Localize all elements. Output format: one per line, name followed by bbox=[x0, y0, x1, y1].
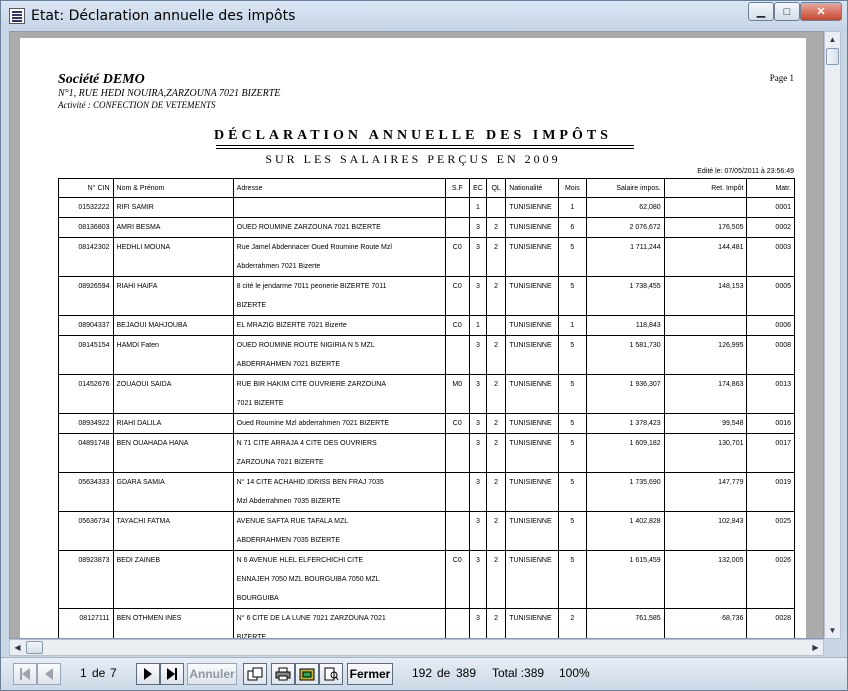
cell-nat: TUNISIENNE bbox=[506, 609, 558, 640]
cell-ret: 174,863 bbox=[664, 375, 747, 414]
first-page-button[interactable] bbox=[13, 663, 37, 685]
cell-nat: TUNISIENNE bbox=[506, 512, 558, 551]
table-row bbox=[59, 551, 795, 609]
cell-address bbox=[233, 277, 445, 316]
cell-matr: 0008 bbox=[747, 336, 795, 375]
cell-cin: 01532222 bbox=[59, 198, 114, 218]
cell-cin: 05634333 bbox=[59, 473, 114, 512]
cell-ec: 3 bbox=[469, 551, 486, 609]
cell-cin: 08923873 bbox=[59, 551, 114, 609]
cell-ec: 1 bbox=[469, 198, 486, 218]
cell-matr: 0006 bbox=[747, 316, 795, 336]
cell-salaire: 1 581,730 bbox=[586, 336, 664, 375]
address-line: BIZERTE bbox=[236, 302, 267, 309]
cell-nat: TUNISIENNE bbox=[506, 277, 558, 316]
last-page-icon bbox=[167, 668, 175, 680]
cell-name: BEN OTHMEN INES bbox=[113, 609, 233, 640]
cell-cin: 08904337 bbox=[59, 316, 114, 336]
minimize-button[interactable]: ▁ bbox=[748, 2, 774, 21]
cell-sf bbox=[445, 512, 469, 551]
cell-address bbox=[233, 434, 445, 473]
edited-date: Edité le: 07/05/2011 à 23:56:49 bbox=[697, 168, 794, 175]
cell-ret: 147,779 bbox=[664, 473, 747, 512]
cell-ec: 3 bbox=[469, 512, 486, 551]
vertical-scrollbar[interactable] bbox=[824, 31, 841, 639]
cell-ql: 2 bbox=[487, 551, 506, 609]
address-line: AVENUE SAFTA RUE TAFALA MZL bbox=[236, 518, 349, 525]
record-count: 389 bbox=[456, 666, 477, 680]
cell-salaire: 118,843 bbox=[586, 316, 664, 336]
scroll-down-icon[interactable]: ▼ bbox=[828, 626, 837, 635]
report-title: DÉCLARATION ANNUELLE DES IMPÔTS bbox=[214, 128, 612, 143]
cell-matr: 0003 bbox=[747, 238, 795, 277]
printer-icon bbox=[275, 667, 291, 681]
cell-salaire: 1 735,690 bbox=[586, 473, 664, 512]
cell-ret: 132,005 bbox=[664, 551, 747, 609]
table-header bbox=[59, 179, 795, 198]
cell-salaire: 62,080 bbox=[586, 198, 664, 218]
cell-nat: TUNISIENNE bbox=[506, 198, 558, 218]
next-page-button[interactable] bbox=[136, 663, 160, 685]
cell-matr: 0028 bbox=[747, 609, 795, 640]
cell-sf: M0 bbox=[445, 375, 469, 414]
address-line: RUE BIR HAKIM CITE OUVRIERE ZARZOUNA bbox=[236, 381, 387, 388]
cell-ret: 144,481 bbox=[664, 238, 747, 277]
cell-matr: 0016 bbox=[747, 414, 795, 434]
cell-cin: 08136803 bbox=[59, 218, 114, 238]
column-header: Salaire impos. bbox=[586, 179, 664, 198]
cell-address bbox=[233, 238, 445, 277]
cell-ec: 3 bbox=[469, 414, 486, 434]
table-row bbox=[59, 277, 795, 316]
cell-salaire: 1 402,828 bbox=[586, 512, 664, 551]
table-row bbox=[59, 316, 795, 336]
cell-name: BEJAOUI MAHJOUBA bbox=[113, 316, 233, 336]
annuler-button[interactable]: Annuler bbox=[187, 663, 237, 685]
report-table bbox=[58, 178, 795, 639]
cell-ql: 2 bbox=[487, 434, 506, 473]
table-row bbox=[59, 609, 795, 640]
address-line: ABDERRAHMEN 7035 BIZERTE bbox=[236, 537, 341, 544]
cell-sf bbox=[445, 609, 469, 640]
report-preview-area bbox=[9, 31, 824, 639]
cell-cin: 05636734 bbox=[59, 512, 114, 551]
cell-sf bbox=[445, 473, 469, 512]
address-line: BOURGUIBA bbox=[236, 595, 279, 602]
cell-matr: 0017 bbox=[747, 434, 795, 473]
cell-mois: 5 bbox=[558, 277, 586, 316]
cell-nat: TUNISIENNE bbox=[506, 551, 558, 609]
table-row bbox=[59, 218, 795, 238]
column-header: Adresse bbox=[233, 179, 445, 198]
column-header: N° CIN bbox=[59, 179, 114, 198]
cell-name: RIAHI DALILA bbox=[113, 414, 233, 434]
cell-ret: 68,736 bbox=[664, 609, 747, 640]
find-page-icon bbox=[323, 667, 339, 681]
cell-mois: 5 bbox=[558, 551, 586, 609]
cell-mois: 5 bbox=[558, 512, 586, 551]
cell-mois: 1 bbox=[558, 316, 586, 336]
table-row bbox=[59, 414, 795, 434]
table-row bbox=[59, 434, 795, 473]
address-line: Abderrahmen 7021 Bizerte bbox=[236, 263, 321, 270]
cell-ret: 102,843 bbox=[664, 512, 747, 551]
cell-name: ZOUAOUI SAIDA bbox=[113, 375, 233, 414]
column-header: QL bbox=[487, 179, 506, 198]
cell-ret: 130,701 bbox=[664, 434, 747, 473]
cell-cin: 01452676 bbox=[59, 375, 114, 414]
cell-address bbox=[233, 198, 445, 218]
cell-mois: 5 bbox=[558, 336, 586, 375]
scroll-left-icon[interactable]: ◀ bbox=[14, 643, 21, 652]
report-page bbox=[20, 38, 806, 639]
cell-ret: 176,505 bbox=[664, 218, 747, 238]
report-app-icon bbox=[9, 8, 25, 24]
record-position: 192 bbox=[412, 666, 433, 680]
horizontal-scroll-thumb[interactable] bbox=[26, 641, 43, 654]
title-bar bbox=[1, 1, 847, 31]
cell-mois: 1 bbox=[558, 198, 586, 218]
previous-page-icon bbox=[45, 668, 53, 680]
cell-name: RIFI SAMIR bbox=[113, 198, 233, 218]
search-button[interactable] bbox=[319, 663, 343, 685]
page-of-label: de bbox=[92, 666, 106, 680]
cell-cin: 08934922 bbox=[59, 414, 114, 434]
current-page: 1 bbox=[80, 666, 87, 680]
zoom-page-icon bbox=[247, 667, 263, 681]
export-button[interactable] bbox=[295, 663, 319, 685]
page-number: Page 1 bbox=[769, 73, 794, 83]
address-line: 8 cité le jendarme 7011 peonerie BIZERTE 7011 bbox=[236, 283, 387, 290]
cell-nat: TUNISIENNE bbox=[506, 316, 558, 336]
cell-ec: 3 bbox=[469, 218, 486, 238]
cell-salaire: 1 615,459 bbox=[586, 551, 664, 609]
window-controls bbox=[748, 2, 842, 21]
cell-ec: 1 bbox=[469, 316, 486, 336]
horizontal-scrollbar[interactable] bbox=[9, 639, 824, 656]
cell-ret: 99,548 bbox=[664, 414, 747, 434]
cell-salaire: 1 378,423 bbox=[586, 414, 664, 434]
company-activity: Activité : CONFECTION DE VETEMENTS bbox=[58, 100, 216, 110]
cell-address bbox=[233, 512, 445, 551]
cell-cin: 08145154 bbox=[59, 336, 114, 375]
cell-ret: 126,995 bbox=[664, 336, 747, 375]
cell-ec: 3 bbox=[469, 473, 486, 512]
table-row bbox=[59, 198, 795, 218]
cell-address bbox=[233, 375, 445, 414]
table-row bbox=[59, 375, 795, 414]
cell-name: GDARA SAMIA bbox=[113, 473, 233, 512]
cell-ql: 2 bbox=[487, 375, 506, 414]
report-subtitle: SUR LES SALAIRES PERÇUS EN 2009 bbox=[265, 152, 561, 166]
cell-sf: C0 bbox=[445, 238, 469, 277]
cell-sf: C0 bbox=[445, 414, 469, 434]
cell-address bbox=[233, 316, 445, 336]
next-page-icon bbox=[144, 668, 152, 680]
close-button[interactable]: ✕ bbox=[800, 2, 842, 21]
cell-sf bbox=[445, 218, 469, 238]
cell-salaire: 1 609,182 bbox=[586, 434, 664, 473]
cell-ec: 3 bbox=[469, 238, 486, 277]
cell-name: TAYACHI FATMA bbox=[113, 512, 233, 551]
address-line: BIZERTE bbox=[236, 634, 267, 639]
cell-ql: 2 bbox=[487, 414, 506, 434]
address-line: Mzl Abderrahmen 7035 BIZERTE bbox=[236, 498, 341, 505]
cell-sf: C0 bbox=[445, 551, 469, 609]
column-header: Ret. Impôt bbox=[664, 179, 747, 198]
address-line: ZARZOUNA 7021 BIZERTE bbox=[236, 459, 324, 466]
cell-cin: 08127111 bbox=[59, 609, 114, 640]
zoom-level: 100% bbox=[559, 666, 590, 680]
cell-mois: 5 bbox=[558, 414, 586, 434]
cell-name: RIAHI HAIFA bbox=[113, 277, 233, 316]
fermer-button[interactable]: Fermer bbox=[347, 663, 393, 685]
title-rule-top bbox=[216, 145, 634, 146]
column-header: Matr. bbox=[747, 179, 795, 198]
cell-sf: C0 bbox=[445, 277, 469, 316]
address-line: EL MRAZIG BIZERTE 7021 Bizerte bbox=[236, 322, 347, 329]
cell-ec: 3 bbox=[469, 609, 486, 640]
cell-cin: 04891748 bbox=[59, 434, 114, 473]
cell-mois: 6 bbox=[558, 218, 586, 238]
cell-ql: 2 bbox=[487, 238, 506, 277]
cell-sf: C0 bbox=[445, 316, 469, 336]
table-row bbox=[59, 512, 795, 551]
cell-ec: 3 bbox=[469, 277, 486, 316]
cell-cin: 08926594 bbox=[59, 277, 114, 316]
table-row bbox=[59, 336, 795, 375]
table-body bbox=[59, 198, 795, 640]
address-line: ENNAJEH 7050 MZL BOURGUIBA 7050 MZL bbox=[236, 576, 380, 583]
cell-mois: 5 bbox=[558, 434, 586, 473]
cell-salaire: 1 936,307 bbox=[586, 375, 664, 414]
cell-ec: 3 bbox=[469, 336, 486, 375]
column-header: EC bbox=[469, 179, 486, 198]
window-title: Etat: Déclaration annuelle des impôts bbox=[31, 8, 296, 24]
total-label: Total :389 bbox=[492, 666, 545, 680]
cell-ret bbox=[664, 316, 747, 336]
address-line: Rue Jamel Abdennacer Oued Roumine Route Mzl bbox=[236, 244, 392, 251]
cell-sf bbox=[445, 434, 469, 473]
cell-matr: 0001 bbox=[747, 198, 795, 218]
vertical-scroll-thumb[interactable] bbox=[826, 48, 839, 65]
maximize-button[interactable]: □ bbox=[774, 2, 800, 21]
address-line: N° 14 CITE ACHAHID IDRISS BEN FRAJ 7035 bbox=[236, 479, 384, 486]
cell-mois: 5 bbox=[558, 375, 586, 414]
address-line bbox=[237, 198, 442, 217]
cell-mois: 5 bbox=[558, 238, 586, 277]
cell-salaire: 1 711,244 bbox=[586, 238, 664, 277]
cell-name: HEDHLI MOUNA bbox=[113, 238, 233, 277]
record-of-label: de bbox=[437, 666, 451, 680]
cell-salaire: 761,585 bbox=[586, 609, 664, 640]
address-line: N° 6 CITE DE LA LUNE 7021 ZARZOUNA 7021 bbox=[236, 615, 386, 622]
total-pages: 7 bbox=[110, 666, 117, 680]
address-line: OUED ROUMINE ROUTE NIGIRIA N 5 MZL bbox=[236, 342, 375, 349]
cell-address bbox=[233, 551, 445, 609]
address-line: OUED ROUMINE ZARZOUNA 7021 BIZERTE bbox=[236, 224, 381, 231]
cell-nat: TUNISIENNE bbox=[506, 218, 558, 238]
cell-nat: TUNISIENNE bbox=[506, 375, 558, 414]
cell-matr: 0005 bbox=[747, 277, 795, 316]
cell-ret bbox=[664, 198, 747, 218]
cell-address bbox=[233, 414, 445, 434]
export-icon bbox=[299, 667, 315, 681]
cell-ql bbox=[487, 198, 506, 218]
cell-ql: 2 bbox=[487, 609, 506, 640]
cell-sf bbox=[445, 336, 469, 375]
company-address: N°1, RUE HEDI NOUIRA,ZARZOUNA 7021 BIZERTE bbox=[58, 88, 281, 99]
print-button[interactable] bbox=[271, 663, 295, 685]
cell-name: HAMDI Faten bbox=[113, 336, 233, 375]
cell-cin: 08142302 bbox=[59, 238, 114, 277]
address-line: N 71 CITE ARRAJA 4 CITE DES OUVRIERS bbox=[236, 440, 377, 447]
cell-salaire: 1 738,455 bbox=[586, 277, 664, 316]
scroll-right-icon[interactable]: ▶ bbox=[812, 643, 819, 652]
cell-name: AMRI BESMA bbox=[113, 218, 233, 238]
last-page-bar-icon bbox=[175, 668, 177, 680]
cell-nat: TUNISIENNE bbox=[506, 414, 558, 434]
cell-nat: TUNISIENNE bbox=[506, 473, 558, 512]
cell-mois: 2 bbox=[558, 609, 586, 640]
column-header: Nationalité bbox=[506, 179, 558, 198]
cell-ql bbox=[487, 316, 506, 336]
address-line: Oued Roumine Mzl abderrahmen 7021 BIZERTE bbox=[236, 420, 390, 427]
zoom-page-button[interactable] bbox=[243, 663, 267, 685]
company-name: Société DEMO bbox=[58, 72, 145, 87]
cell-matr: 0002 bbox=[747, 218, 795, 238]
cell-mois: 5 bbox=[558, 473, 586, 512]
cell-address bbox=[233, 609, 445, 640]
cell-ql: 2 bbox=[487, 218, 506, 238]
preview-toolbar bbox=[1, 657, 847, 690]
cell-matr: 0026 bbox=[747, 551, 795, 609]
column-header: Nom & Prénom bbox=[113, 179, 233, 198]
column-header: Mois bbox=[558, 179, 586, 198]
cell-matr: 0025 bbox=[747, 512, 795, 551]
first-page-icon bbox=[22, 668, 30, 680]
cell-sf bbox=[445, 198, 469, 218]
cell-matr: 0013 bbox=[747, 375, 795, 414]
address-line: 7021 BIZERTE bbox=[236, 400, 284, 407]
cell-matr: 0019 bbox=[747, 473, 795, 512]
cell-address bbox=[233, 336, 445, 375]
address-line: N 6 AVENUE HLEL ELFERCHICHI CITE bbox=[236, 557, 364, 564]
last-page-button[interactable] bbox=[160, 663, 184, 685]
previous-page-button[interactable] bbox=[37, 663, 61, 685]
cell-name: BEDI ZAINEB bbox=[113, 551, 233, 609]
cell-nat: TUNISIENNE bbox=[506, 434, 558, 473]
cell-ret: 148,153 bbox=[664, 277, 747, 316]
cell-ql: 2 bbox=[487, 473, 506, 512]
table-row bbox=[59, 473, 795, 512]
table-row bbox=[59, 238, 795, 277]
cell-address bbox=[233, 218, 445, 238]
cell-name: BEN OUAHADA HANA bbox=[113, 434, 233, 473]
cell-ql: 2 bbox=[487, 512, 506, 551]
cell-nat: TUNISIENNE bbox=[506, 238, 558, 277]
cell-address bbox=[233, 473, 445, 512]
cell-ql: 2 bbox=[487, 336, 506, 375]
cell-ec: 3 bbox=[469, 434, 486, 473]
cell-salaire: 2 076,672 bbox=[586, 218, 664, 238]
cell-ql: 2 bbox=[487, 277, 506, 316]
column-header: S.F bbox=[445, 179, 469, 198]
scroll-up-icon[interactable]: ▲ bbox=[828, 35, 837, 44]
address-line: ABDERRAHMEN 7021 BIZERTE bbox=[236, 361, 341, 368]
cell-ec: 3 bbox=[469, 375, 486, 414]
cell-nat: TUNISIENNE bbox=[506, 336, 558, 375]
title-rule-bottom bbox=[216, 148, 634, 149]
